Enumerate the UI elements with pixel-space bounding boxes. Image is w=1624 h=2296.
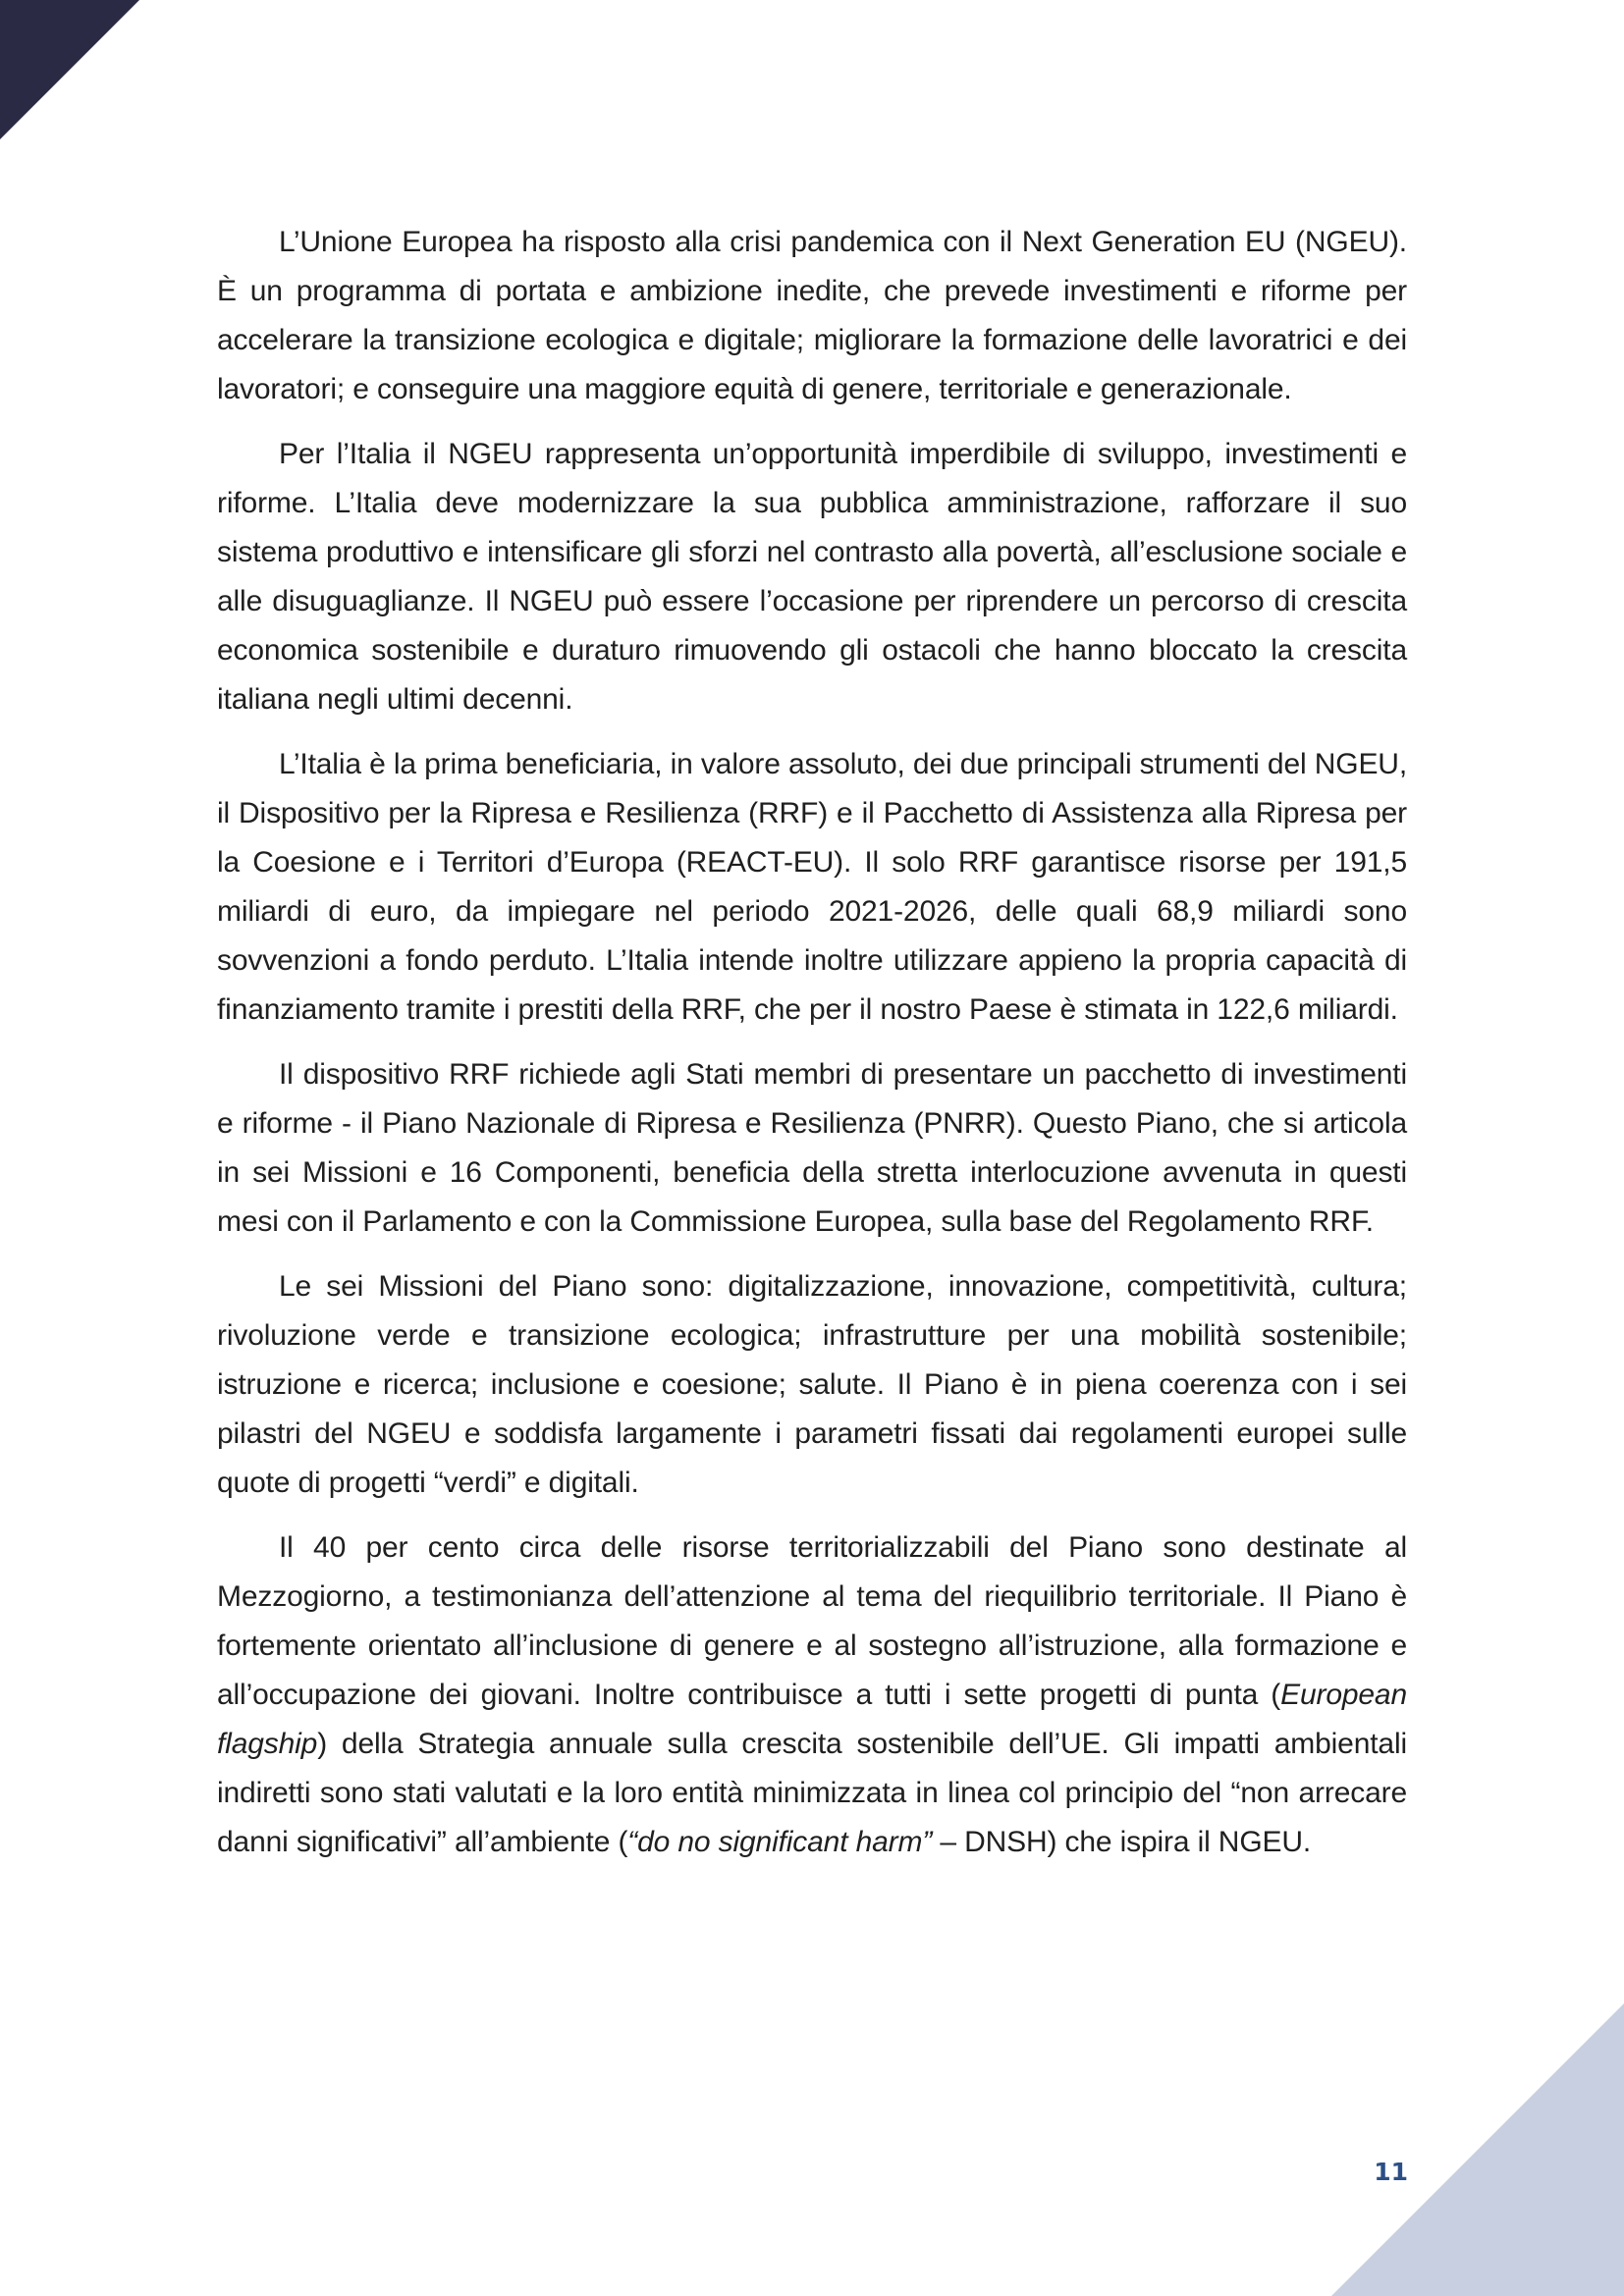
paragraph-text: Il dispositivo RRF richiede agli Stati membri di presentare un pacchetto di investimenti e riforme - il Piano Nazionale di Ripresa e Resilienza (PNRR). Questo Piano, che si articola in sei Missioni e 16 Componenti, beneficia della stretta interlocuzione avvenuta in questi mesi con il Parlamento e con la Commissione Europea, sulla base del Regolamento RRF.: [217, 1058, 1407, 1238]
paragraph: [217, 740, 1407, 1035]
paragraph-text: Il 40 per cento circa delle risorse territorializzabili del Piano sono destinate al Mezzogiorno, a testimonianza dell’attenzione al tema del riequilibrio territoriale. Il Piano è fortemente orientato all’inclusione di genere e al sostegno all’istruzione, alla formazione e all’occupazione dei giovani. Inoltre contribuisce a tutti i sette progetti di punta (: [217, 1531, 1407, 1711]
paragraph: [217, 1523, 1407, 1867]
italic-quote: “do no significant harm”: [627, 1826, 933, 1858]
paragraph: [217, 218, 1407, 414]
document-body: [217, 218, 1407, 1883]
paragraph-text: Per l’Italia il NGEU rappresenta un’opportunità imperdibile di sviluppo, investimenti e riforme. L’Italia deve modernizzare la sua pubblica amministrazione, rafforzare il suo sistema produttivo e intensificare gli sforzi nel contrasto alla povertà, all’esclusione sociale e alle disuguaglianze. Il NGEU può essere l’occasione per riprendere un percorso di crescita economica sostenibile e duraturo rimuovendo gli ostacoli che hanno bloccato la crescita italiana negli ultimi decenni.: [217, 438, 1407, 716]
page-number: 11: [1374, 2158, 1408, 2186]
paragraph: [217, 1262, 1407, 1508]
italic-term: European flagship: [217, 1679, 1407, 1760]
paragraph: [217, 1050, 1407, 1247]
bottom-right-corner-decoration: [1331, 2003, 1624, 2296]
paragraph: [217, 430, 1407, 724]
paragraph-text: L’Unione Europea ha risposto alla crisi pandemica con il Next Generation EU (NGEU). È un programma di portata e ambizione inedite, che prevede investimenti e riforme per accelerare la transizione ecologica e digitale; migliorare la formazione delle lavoratrici e dei lavoratori; e conseguire una maggiore equità di genere, territoriale e generazionale.: [217, 226, 1407, 405]
paragraph-text: Le sei Missioni del Piano sono: digitalizzazione, innovazione, competitività, cultura; rivoluzione verde e transizione ecologica; infrastrutture per una mobilità sostenibile; istruzione e ricerca; inclusione e coesione; salute. Il Piano è in piena coerenza con i sei pilastri del NGEU e soddisfa largamente i parametri fissati dai regolamenti europei sulle quote di progetti “verdi” e digitali.: [217, 1270, 1407, 1499]
paragraph-text: ) della Strategia annuale sulla crescita sostenibile dell’UE. Gli impatti ambientali indiretti sono stati valutati e la loro entità minimizzata in linea col principio del “non arrecare danni significativi” all’ambiente (: [217, 1728, 1407, 1858]
paragraph-text: – DNSH) che ispira il NGEU.: [932, 1826, 1312, 1858]
paragraph-text: L’Italia è la prima beneficiaria, in valore assoluto, dei due principali strumenti del NGEU, il Dispositivo per la Ripresa e Resilienza (RRF) e il Pacchetto di Assistenza alla Ripresa per la Coesione e i Territori d’Europa (REACT-EU). Il solo RRF garantisce risorse per 191,5 miliardi di euro, da impiegare nel periodo 2021-2026, delle quali 68,9 miliardi sono sovvenzioni a fondo perduto. L’Italia intende inoltre utilizzare appieno la propria capacità di finanziamento tramite i prestiti della RRF, che per il nostro Paese è stimata in 122,6 miliardi.: [217, 748, 1407, 1026]
top-left-corner-decoration: [0, 0, 139, 139]
